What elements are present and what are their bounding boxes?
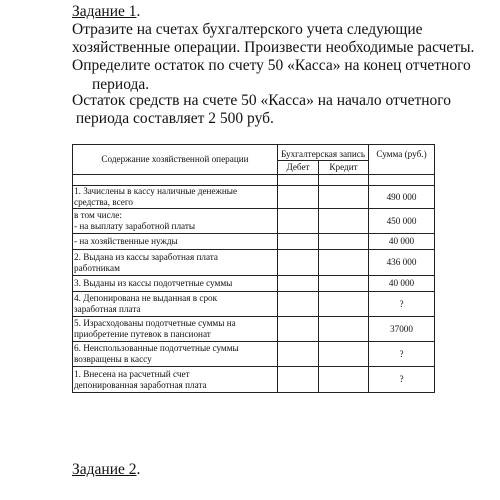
task1-heading-suffix: .	[136, 3, 141, 20]
table-spacer-row	[73, 175, 435, 186]
operation-description	[73, 367, 278, 393]
amount-cell: 436 000	[369, 250, 435, 276]
debit-cell	[278, 186, 319, 209]
description-line: возвращены в кассу	[74, 354, 152, 364]
debit-cell	[278, 317, 319, 342]
amount-cell: 37000	[369, 317, 435, 342]
table-row	[73, 250, 435, 276]
description-line: депонированная заработная плата	[74, 379, 207, 390]
task1-heading	[72, 3, 140, 21]
debit-cell	[278, 292, 319, 317]
task2-heading-suffix: .	[136, 461, 141, 478]
operations-table	[72, 144, 435, 393]
operation-description	[73, 250, 278, 276]
debit-cell	[278, 250, 319, 276]
description-line: заработная плата	[74, 304, 141, 314]
instruction-line: Определите остаток по счету 50 «Касса» на конец отчетного	[72, 57, 471, 75]
credit-cell	[319, 250, 369, 276]
credit-cell	[319, 367, 369, 393]
credit-cell	[319, 234, 369, 250]
opening-balance-text	[72, 92, 492, 128]
operation-description	[73, 292, 278, 317]
header-debit: Дебет	[278, 161, 319, 175]
operation-description	[73, 342, 278, 367]
header-description: Содержание хозяйственной операции	[73, 145, 278, 175]
description-line: - на выплату заработной платы	[74, 221, 196, 231]
header-credit: Кредит	[319, 161, 369, 175]
description-line: работникам	[74, 262, 120, 273]
operation-description	[73, 209, 278, 234]
balance-line: Остаток средств на счете 50 «Касса» на начало отчетного	[72, 92, 452, 109]
amount-cell: 450 000	[369, 209, 435, 234]
table-row	[73, 234, 435, 250]
description-line: средства, всего	[74, 197, 133, 207]
task2-heading-word: Задание 2	[72, 461, 137, 478]
description-line: 3. Выданы из кассы подотчетные суммы	[74, 278, 233, 289]
table-row	[73, 276, 435, 292]
balance-line: периода составляет 2 500 руб.	[72, 110, 274, 128]
description-line: - на хозяйственные нужды	[74, 236, 178, 247]
operation-description	[73, 234, 278, 250]
debit-cell	[278, 209, 319, 234]
credit-cell	[319, 292, 369, 317]
description-line: 2. Выдана из кассы заработная плата	[74, 251, 219, 262]
amount-cell: ?	[369, 367, 435, 393]
empty-cell	[73, 175, 278, 186]
operation-description	[73, 186, 278, 209]
credit-cell	[319, 342, 369, 367]
amount-cell: 40 000	[369, 234, 435, 250]
task1-heading-word: Задание 1	[72, 3, 137, 20]
debit-cell	[278, 367, 319, 393]
table-row	[73, 186, 435, 209]
header-amount: Сумма (руб.)	[369, 145, 435, 175]
credit-cell	[319, 317, 369, 342]
debit-cell	[278, 276, 319, 292]
description-line: приобретение путевок в пансионат	[74, 329, 211, 339]
description-line: 1. Внесена на расчетный счет	[74, 368, 190, 379]
task1-instructions	[72, 21, 492, 94]
description-line: 4. Депонирована не выданная в срок	[74, 293, 218, 304]
credit-cell	[319, 276, 369, 292]
table-row	[73, 317, 435, 342]
task2-heading	[72, 461, 140, 479]
description-line: 1. Зачислены в кассу наличные денежные	[74, 186, 238, 197]
table-row	[73, 342, 435, 367]
amount-cell: 40 000	[369, 276, 435, 292]
debit-cell	[278, 342, 319, 367]
amount-cell: 490 000	[369, 186, 435, 209]
header-entry: Бухгалтерская запись	[278, 145, 369, 161]
table-row	[73, 367, 435, 393]
description-line: в том числе:	[74, 210, 122, 221]
credit-cell	[319, 186, 369, 209]
description-line: 5. Израсходованы подотчетные суммы на	[74, 318, 236, 329]
empty-cell	[278, 175, 319, 186]
amount-cell: ?	[369, 292, 435, 317]
instruction-line: хозяйственные операции. Произвести необходимые расчеты.	[72, 39, 475, 57]
instruction-line: Отразите на счетах бухгалтерского учета следующие	[72, 21, 423, 38]
table-row	[73, 209, 435, 234]
empty-cell	[369, 175, 435, 186]
instruction-line: периода.	[92, 75, 150, 93]
operation-description	[73, 276, 278, 292]
table-header-row	[73, 145, 435, 161]
description-line: 6. Неиспользованные подотчетные суммы	[74, 343, 239, 354]
credit-cell	[319, 209, 369, 234]
empty-cell	[319, 175, 369, 186]
amount-cell: ?	[369, 342, 435, 367]
debit-cell	[278, 234, 319, 250]
operation-description	[73, 317, 278, 342]
table-row	[73, 292, 435, 317]
